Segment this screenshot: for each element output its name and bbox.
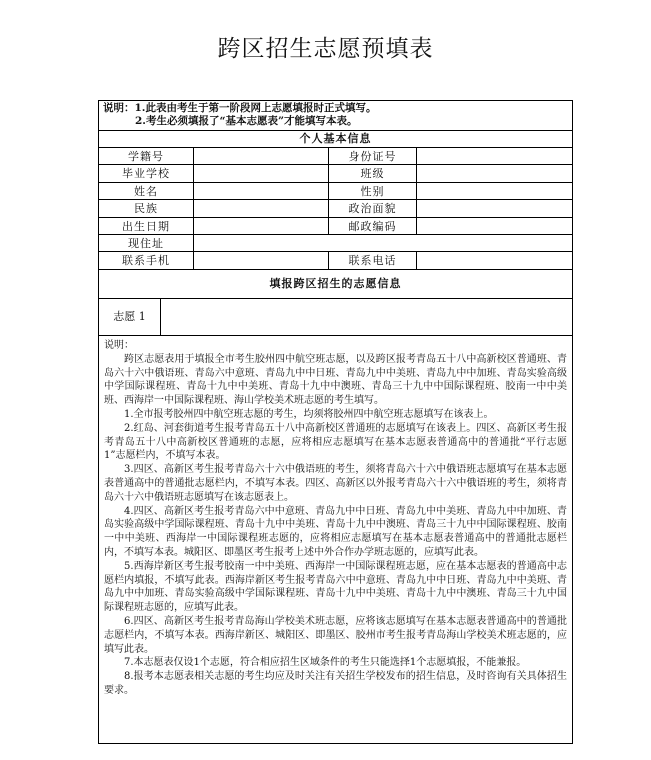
field-label-address: 现住址 (99, 235, 194, 251)
postal-code-input[interactable] (417, 218, 574, 234)
graduation-school-input[interactable] (194, 165, 329, 181)
form-row (99, 200, 572, 217)
name-input[interactable] (194, 183, 329, 199)
instruction-paragraph: 5.西海岸新区考生报考胶南一中中美班、西海岸一中国际课程班志愿，应在基本志愿表的普通高中志愿栏内填报，不填写此表。西海岸新区考生报考青岛六中中意班、青岛九中中日班、青岛九中中美班、青岛九中中加班、青岛实验高级中学国际课程班、青岛十九中中美班、青岛十九中中澳班、青岛三十九中国际课程班志愿的，应填写此表。 (104, 560, 567, 614)
address-input[interactable] (194, 235, 574, 251)
field-label-birth-date: 出生日期 (99, 218, 194, 234)
instruction-paragraph: 2.红岛、河套街道考生报考青岛五十八中高新校区普通班的志愿填写在该表上。四区、高新区考生报考青岛五十八中高新校区普通班的志愿，应将相应志愿填写在基本志愿表普通高中的普通批“平行志愿1”志愿栏内，不填写本表。 (104, 422, 567, 462)
field-label-ethnicity: 民族 (99, 200, 194, 216)
form-row (99, 148, 572, 165)
form-row (99, 218, 572, 235)
field-label-contact-phone: 联系电话 (329, 252, 417, 268)
field-label-gender: 性别 (329, 183, 417, 199)
field-label-name: 姓名 (99, 183, 194, 199)
id-number-input[interactable] (417, 148, 574, 164)
choice-row (99, 299, 572, 336)
student-id-input[interactable] (194, 148, 329, 164)
field-label-phone: 联系手机 (99, 252, 194, 268)
form-title: 跨区招生志愿预填表 (217, 36, 434, 62)
form-note (99, 101, 572, 131)
field-label-postal-code: 邮政编码 (329, 218, 417, 234)
field-label-graduation-school: 毕业学校 (99, 165, 194, 181)
instruction-paragraph: 7.本志愿表仅设1个志愿，符合相应招生区域条件的考生只能选择1个志愿填报，不能兼报。 (124, 657, 527, 669)
gender-input[interactable] (417, 183, 574, 199)
application-form (98, 100, 573, 744)
section-choice-info: 填报跨区招生的志愿信息 (99, 270, 572, 299)
form-row (99, 252, 572, 269)
class-input[interactable] (417, 165, 574, 181)
instruction-paragraph: 6.四区、高新区考生报考青岛海山学校美术班志愿，应将该志愿填写在基本志愿表普通高中的普通批志愿栏内，不填写本表。西海岸新区、城阳区、即墨区、胶州市考生报考青岛海山学校美术班志愿的，应填写此表。 (104, 615, 567, 655)
ethnicity-input[interactable] (194, 200, 329, 216)
instruction-paragraph: 3.四区、高新区考生报考青岛六十六中俄语班的考生，须将青岛六十六中俄语班志愿填写在基本志愿表普通高中的普通批志愿栏内，不填写本表。四区、高新区以外报考青岛六十六中俄语班的考生，须将青岛六十六中俄语班志愿填写在该志愿表上。 (104, 464, 567, 503)
form-row (99, 183, 572, 200)
note-line-1: 说明：1.此表由考生于第一阶段网上志愿填报时正式填写。 (103, 102, 377, 114)
instruction-paragraph: 4.四区、高新区考生报考青岛六中中意班、青岛九中中日班、青岛九中中美班、青岛九中中加班、青岛实验高级中学国际课程班、青岛十九中中美班、青岛十九中中澳班、青岛三十九中中国际课程班、胶南一中中美班、西海岸一中国际课程班志愿的，应将相应志愿填写在基本志愿表普通高中的普通批志愿栏内，不填写本表。城阳区、即墨区考生报考上述中外合作办学班志愿的，应填写此表。 (104, 505, 567, 558)
instruction-paragraph: 8.报考本志愿表相关志愿的考生均应及时关注有关招生学校发布的招生信息，及时咨询有关具体招生要求。 (104, 671, 567, 696)
choice-1-input[interactable] (161, 299, 572, 335)
form-row (99, 165, 572, 182)
note-line-2: 2.考生必须填报了“基本志愿表”才能填写本表。 (135, 115, 358, 127)
political-status-input[interactable] (417, 200, 574, 216)
instruction-paragraph: 跨区志愿表用于填报全市考生胶州四中航空班志愿，以及跨区报考青岛五十八中高新校区普通班、青岛六十六中俄语班、青岛六中意班、青岛九中中日班、青岛九中中美班、青岛九中中加班、青岛实验高级中学国际课程班、青岛十九中中美班、青岛十九中中澳班、青岛三十九中中国际课程班、胶南一中中美班、西海岸一中国际课程班、海山学校美术班志愿的考生填写。 (104, 353, 567, 407)
form-row (99, 235, 572, 252)
instructions (99, 337, 572, 698)
birth-date-input[interactable] (194, 218, 329, 234)
instructions-heading: 说明： (104, 340, 134, 351)
phone-input[interactable] (194, 252, 329, 268)
field-label-political-status: 政治面貌 (329, 200, 417, 216)
field-label-class: 班级 (329, 165, 417, 181)
contact-phone-input[interactable] (417, 252, 574, 268)
section-personal-info: 个人基本信息 (99, 131, 572, 148)
instruction-paragraph: 1.全市报考胶州四中航空班志愿的考生，均须将胶州四中航空班志愿填写在该表上。 (124, 408, 494, 420)
choice-1-label: 志愿 1 (99, 299, 161, 335)
field-label-student-id: 学籍号 (99, 148, 194, 164)
field-label-id-number: 身份证号 (329, 148, 417, 164)
